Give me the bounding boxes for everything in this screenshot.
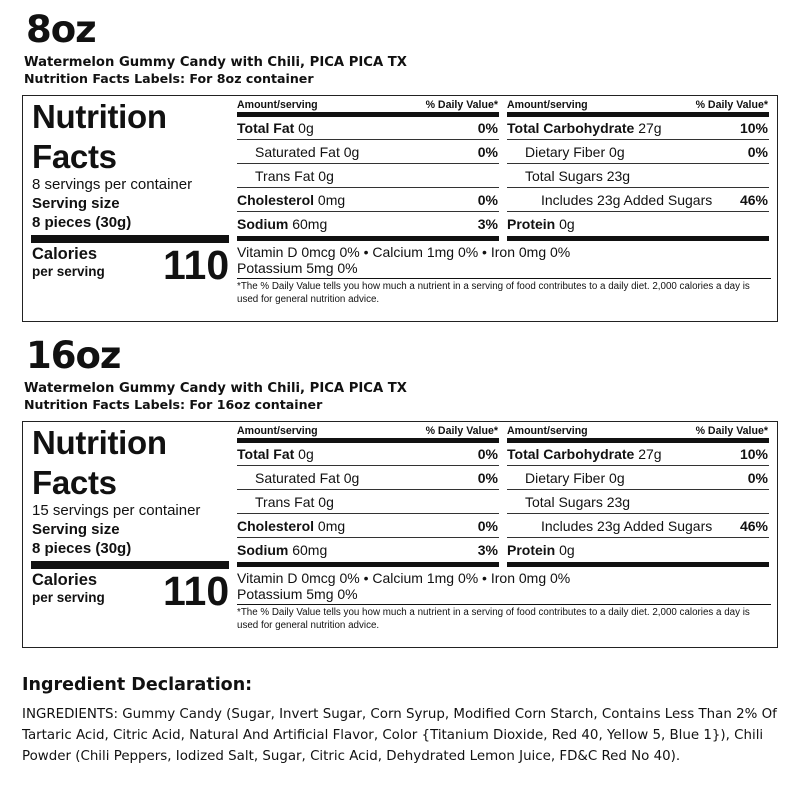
nutrient-row	[237, 539, 499, 562]
nutrient-amount: 23g	[602, 168, 631, 184]
label-description: Nutrition Facts Labels: For 8oz container	[24, 71, 314, 86]
nutrient-amount: 27g	[634, 120, 662, 136]
size-heading-16oz: 16oz	[26, 334, 121, 377]
nutrient-row	[507, 189, 769, 212]
nutrition-facts-title	[32, 423, 167, 503]
nutrient-amount: 23g	[602, 494, 631, 510]
nutrient-row	[507, 491, 769, 514]
nutrient-name: Protein	[507, 542, 556, 558]
footnote-divider	[237, 604, 771, 605]
nutrient-amount: 0g	[339, 144, 360, 160]
nutrient-daily-value: 0%	[477, 144, 498, 160]
nutrient-daily-value: 0%	[477, 518, 498, 534]
nutrient-amount: 0mg	[314, 192, 346, 208]
nutrient-column-right	[507, 96, 769, 241]
potassium-line: Potassium 5mg 0%	[237, 586, 358, 602]
nutrient-name: Saturated Fat	[255, 470, 340, 486]
nutrient-amount: 60mg	[288, 216, 328, 232]
ingredient-list: INGREDIENTS: Gummy Candy (Sugar, Invert Sugar, Corn Syrup, Modified Corn Starch, Contains Less Than 2% Of Tartaric Acid, Citric Acid, Natural And Artificial Flavor, Color {Titanium Dioxide, Red 40, Yellow 5, Blue 1}), Chili Powder (Chili Peppers, Iodized Salt, Sugar, Citric Acid, Dehydrated Lemon Juice, FD&C Red No 40).	[22, 707, 777, 764]
nutrient-row	[237, 189, 499, 212]
nutrient-name: Total Sugars	[525, 494, 603, 510]
nutrient-row	[507, 515, 769, 538]
potassium-line: Potassium 5mg 0%	[237, 260, 358, 276]
nutrient-row	[507, 141, 769, 164]
servings-per-container: 15 servings per container	[32, 502, 201, 519]
serving-size-label: Serving size	[32, 521, 120, 538]
daily-value-header: % Daily Value*	[695, 99, 768, 111]
size-heading-8oz: 8oz	[26, 8, 96, 51]
nutrient-name: Dietary Fiber	[525, 144, 606, 160]
title-line-2: Facts	[32, 464, 117, 501]
daily-value-header: % Daily Value*	[695, 425, 768, 437]
table-bottom-divider	[237, 562, 499, 567]
nutrient-amount: 0g	[605, 144, 625, 160]
nutrient-row	[507, 117, 769, 140]
ingredient-declaration-title: Ingredient Declaration:	[22, 675, 253, 695]
daily-value-header: % Daily Value*	[425, 99, 498, 111]
title-line-1: Nutrition	[32, 98, 167, 135]
nutrient-header	[237, 425, 499, 437]
nutrient-amount: 0g	[294, 120, 314, 136]
vitamins-minerals-line: Vitamin D 0mcg 0% • Calcium 1mg 0% • Iron 0mg 0%	[237, 570, 571, 586]
calories-label	[32, 245, 105, 281]
nutrient-daily-value: 3%	[477, 216, 498, 232]
calories-label	[32, 571, 105, 607]
nutrient-row	[507, 467, 769, 490]
label-left-column	[23, 422, 229, 647]
amount-serving-header: Amount/serving	[507, 99, 588, 111]
amount-serving-header: Amount/serving	[237, 425, 318, 437]
nutrient-row	[507, 539, 769, 562]
nutrient-name: Includes 23g Added Sugars	[541, 518, 713, 534]
nutrient-amount: 0g	[339, 470, 360, 486]
nutrient-amount: 0g	[555, 216, 575, 232]
nutrient-row	[237, 443, 499, 466]
nutrient-row	[507, 443, 769, 466]
nutrient-daily-value: 46%	[739, 518, 768, 534]
nutrient-row	[237, 141, 499, 164]
nutrient-amount: 60mg	[288, 542, 328, 558]
nutrient-header	[507, 425, 769, 437]
nutrient-daily-value: 0%	[477, 120, 498, 136]
nutrition-label	[22, 95, 778, 322]
nutrient-amount: 0mg	[314, 518, 346, 534]
nutrient-amount: 0g	[314, 494, 334, 510]
table-bottom-divider	[237, 236, 499, 241]
serving-size	[32, 520, 131, 558]
nutrient-name: Cholesterol	[237, 192, 315, 208]
nutrient-name: Dietary Fiber	[525, 470, 606, 486]
nutrition-facts-title	[32, 97, 167, 177]
nutrient-amount: 0g	[294, 446, 314, 462]
nutrient-row	[237, 213, 499, 236]
nutrient-name: Total Fat	[237, 446, 295, 462]
nutrient-column-right	[507, 422, 769, 567]
nutrient-daily-value: 0%	[477, 192, 498, 208]
nutrient-header	[237, 99, 499, 111]
table-bottom-divider	[507, 236, 769, 241]
nutrient-daily-value: 10%	[739, 446, 768, 462]
nutrient-name: Total Sugars	[525, 168, 603, 184]
nutrient-amount: 27g	[634, 446, 662, 462]
nutrient-row	[237, 491, 499, 514]
nutrient-header	[507, 99, 769, 111]
nutrient-name: Total Fat	[237, 120, 295, 136]
serving-size-value: 8 pieces (30g)	[32, 540, 132, 557]
nutrient-amount: 0g	[314, 168, 334, 184]
nutrient-name: Sodium	[237, 216, 289, 232]
nutrient-amount: 0g	[555, 542, 575, 558]
nutrient-row	[237, 165, 499, 188]
per-serving: per serving	[32, 590, 105, 605]
amount-serving-header: Amount/serving	[507, 425, 588, 437]
servings-per-container: 8 servings per container	[32, 176, 193, 193]
nutrient-name: Saturated Fat	[255, 144, 340, 160]
nutrient-daily-value: 0%	[477, 470, 498, 486]
calories-value: 110	[163, 568, 230, 614]
nutrient-name: Cholesterol	[237, 518, 315, 534]
title-line-1: Nutrition	[32, 424, 167, 461]
nutrient-name: Trans Fat	[255, 494, 315, 510]
nutrient-table	[237, 96, 771, 241]
nutrient-daily-value: 3%	[477, 542, 498, 558]
nutrient-name: Total Carbohydrate	[507, 120, 635, 136]
serving-size	[32, 194, 131, 232]
title-line-2: Facts	[32, 138, 117, 175]
product-line: Watermelon Gummy Candy with Chili, PICA PICA TX	[24, 381, 407, 396]
serving-size-label: Serving size	[32, 195, 120, 212]
daily-value-footnote: *The % Daily Value tells you how much a nutrient in a serving of food contributes to a daily diet. 2,000 calories a day is used for general nutrition advice.	[237, 281, 750, 305]
nutrient-daily-value: 0%	[747, 470, 768, 486]
vitamins-minerals-line: Vitamin D 0mcg 0% • Calcium 1mg 0% • Iron 0mg 0%	[237, 244, 571, 260]
nutrient-daily-value: 0%	[477, 446, 498, 462]
nutrition-label	[22, 421, 778, 648]
nutrient-name: Includes 23g Added Sugars	[541, 192, 713, 208]
calories-word: Calories	[32, 245, 98, 263]
nutrient-row	[237, 117, 499, 140]
label-description: Nutrition Facts Labels: For 16oz container	[24, 397, 323, 412]
calories-word: Calories	[32, 571, 98, 589]
label-left-column	[23, 96, 229, 321]
nutrient-table	[237, 422, 771, 567]
nutrient-name: Protein	[507, 216, 556, 232]
nutrient-daily-value: 0%	[747, 144, 768, 160]
nutrient-name: Sodium	[237, 542, 289, 558]
daily-value-header: % Daily Value*	[425, 425, 498, 437]
nutrient-column-left	[237, 422, 499, 567]
daily-value-footnote: *The % Daily Value tells you how much a nutrient in a serving of food contributes to a daily diet. 2,000 calories a day is used for general nutrition advice.	[237, 607, 750, 631]
footnote-divider	[237, 278, 771, 279]
product-line: Watermelon Gummy Candy with Chili, PICA PICA TX	[24, 55, 407, 70]
nutrient-row	[237, 467, 499, 490]
nutrient-row	[507, 165, 769, 188]
nutrient-daily-value: 10%	[739, 120, 768, 136]
serving-size-value: 8 pieces (30g)	[32, 214, 132, 231]
nutrient-column-left	[237, 96, 499, 241]
per-serving: per serving	[32, 264, 105, 279]
nutrient-amount: 0g	[605, 470, 625, 486]
calories-value: 110	[163, 242, 230, 288]
table-bottom-divider	[507, 562, 769, 567]
nutrient-daily-value: 46%	[739, 192, 768, 208]
nutrient-row	[237, 515, 499, 538]
nutrient-name: Total Carbohydrate	[507, 446, 635, 462]
nutrient-row	[507, 213, 769, 236]
nutrient-name: Trans Fat	[255, 168, 315, 184]
amount-serving-header: Amount/serving	[237, 99, 318, 111]
